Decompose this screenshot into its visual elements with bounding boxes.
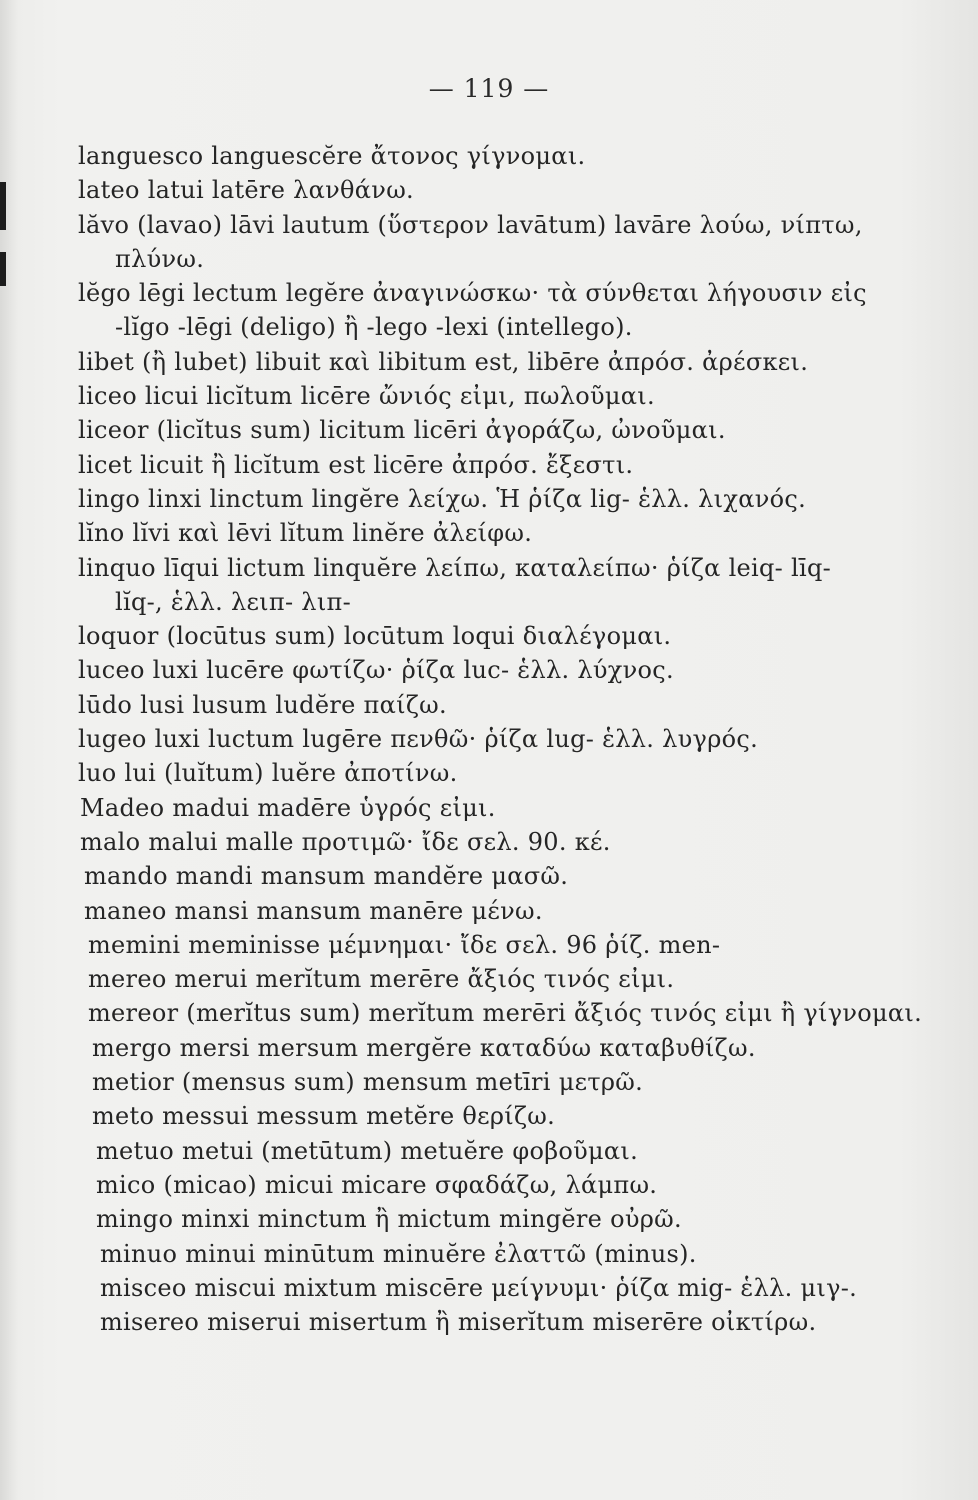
entry-line: mando mandi mansum mandĕre μασῶ. [84, 862, 569, 891]
entry-line: libet (ἢ lubet) libuit καὶ libitum est, libēre ἀπρόσ. ἀρέσκει. [78, 347, 809, 376]
entry-line-continuation: -lĭgo -lēgi (deligo) ἢ -lego -lexi (intellego). [115, 313, 633, 342]
entry-line: memini meminisse μέμνημαι· ἴδε σελ. 96 ῥίζ. men- [88, 930, 721, 959]
entry-line: mergo mersi mersum mergĕre καταδύω καταβυθίζω. [92, 1033, 756, 1062]
entry-line: loquor (locūtus sum) locūtum loqui διαλέγομαι. [78, 622, 672, 651]
entry-line: liceor (licĭtus sum) licitum licēri ἀγοράζω, ὠνοῦμαι. [78, 416, 726, 445]
entry-line: luceo luxi lucēre φωτίζω· ῥίζα luc- ἑλλ. λύχνος. [78, 656, 674, 685]
entry-line-continuation: lĭq-, ἑλλ. λειπ- λιπ- [115, 587, 352, 616]
entry-line: lūdo lusi lusum ludĕre παίζω. [78, 690, 447, 719]
entry-line: lĭno lĭvi καὶ lēvi lĭtum linĕre ἀλείφω. [78, 519, 533, 548]
binding-mark [0, 252, 6, 286]
entry-line: Madeo madui madēre ὑγρός εἰμι. [80, 793, 496, 822]
entry-line: lăvo (lavao) lāvi lautum (ὕστερον lavātum) lavāre λούω, νίπτω, [78, 210, 863, 239]
entry-line: malo malui malle προτιμῶ· ἴδε σελ. 90. κέ. [80, 827, 611, 856]
entry-line: misceo miscui mixtum miscēre μείγνυμι· ῥίζα mig- ἑλλ. μιγ-. [100, 1273, 858, 1302]
entry-line: metior (mensus sum) mensum metīri μετρῶ. [92, 1068, 644, 1097]
entry-line: lingo linxi linctum lingĕre λείχω. Ἡ ῥίζα lig- ἑλλ. λιχανός. [78, 484, 807, 513]
entry-line: lugeo luxi luctum lugēre πενθῶ· ῥίζα lug- ἑλλ. λυγρός. [78, 725, 759, 754]
entry-line: mico (micao) micui micare σφαδάζω, λάμπω. [96, 1170, 658, 1199]
entry-line: licet licuit ἢ licĭtum est licēre ἀπρόσ. ἔξεστι. [78, 450, 634, 479]
entry-line: lĕgo lēgi lectum legĕre ἀναγινώσκω· τὰ σύνθεται λήγουσιν εἰς [78, 279, 867, 308]
entry-line: mingo minxi minctum ἢ mictum mingĕre οὐρῶ. [96, 1205, 682, 1234]
entry-line: mereo merui merĭtum merēre ἄξιός τινός εἰμι. [88, 965, 675, 994]
entry-line-continuation: πλύνω. [115, 244, 205, 273]
entry-line: misereo miserui misertum ἢ miserĭtum miserēre οἰκτίρω. [100, 1308, 817, 1337]
entry-line: liceo licui licĭtum licēre ὤνιός εἰμι, πωλοῦμαι. [78, 382, 655, 411]
entry-line: meto messui messum metĕre θερίζω. [92, 1102, 556, 1131]
entry-line: luo lui (luĭtum) luĕre ἀποτίνω. [78, 759, 458, 788]
entry-line: maneo mansi mansum manēre μένω. [84, 896, 543, 925]
page-number: — 119 — [428, 74, 550, 103]
entry-line: metuo metui (metūtum) metuĕre φοβοῦμαι. [96, 1136, 639, 1165]
entry-line: mereor (merĭtus sum) merĭtum merēri ἄξιός τινός εἰμι ἢ γίγνομαι. [88, 999, 923, 1028]
entry-line: languesco languescĕre ἄτονος γίγνομαι. [78, 142, 586, 170]
entry-line: lateo latui latēre λανθάνω. [78, 176, 414, 205]
entry-line: linquo līqui lictum linquĕre λείπω, καταλείπω· ῥίζα leiq- līq- [78, 553, 832, 582]
entry-line: minuo minui minūtum minuĕre ἐλαττῶ (minus). [100, 1239, 697, 1268]
dictionary-entries [78, 139, 923, 1339]
binding-mark [0, 182, 6, 230]
